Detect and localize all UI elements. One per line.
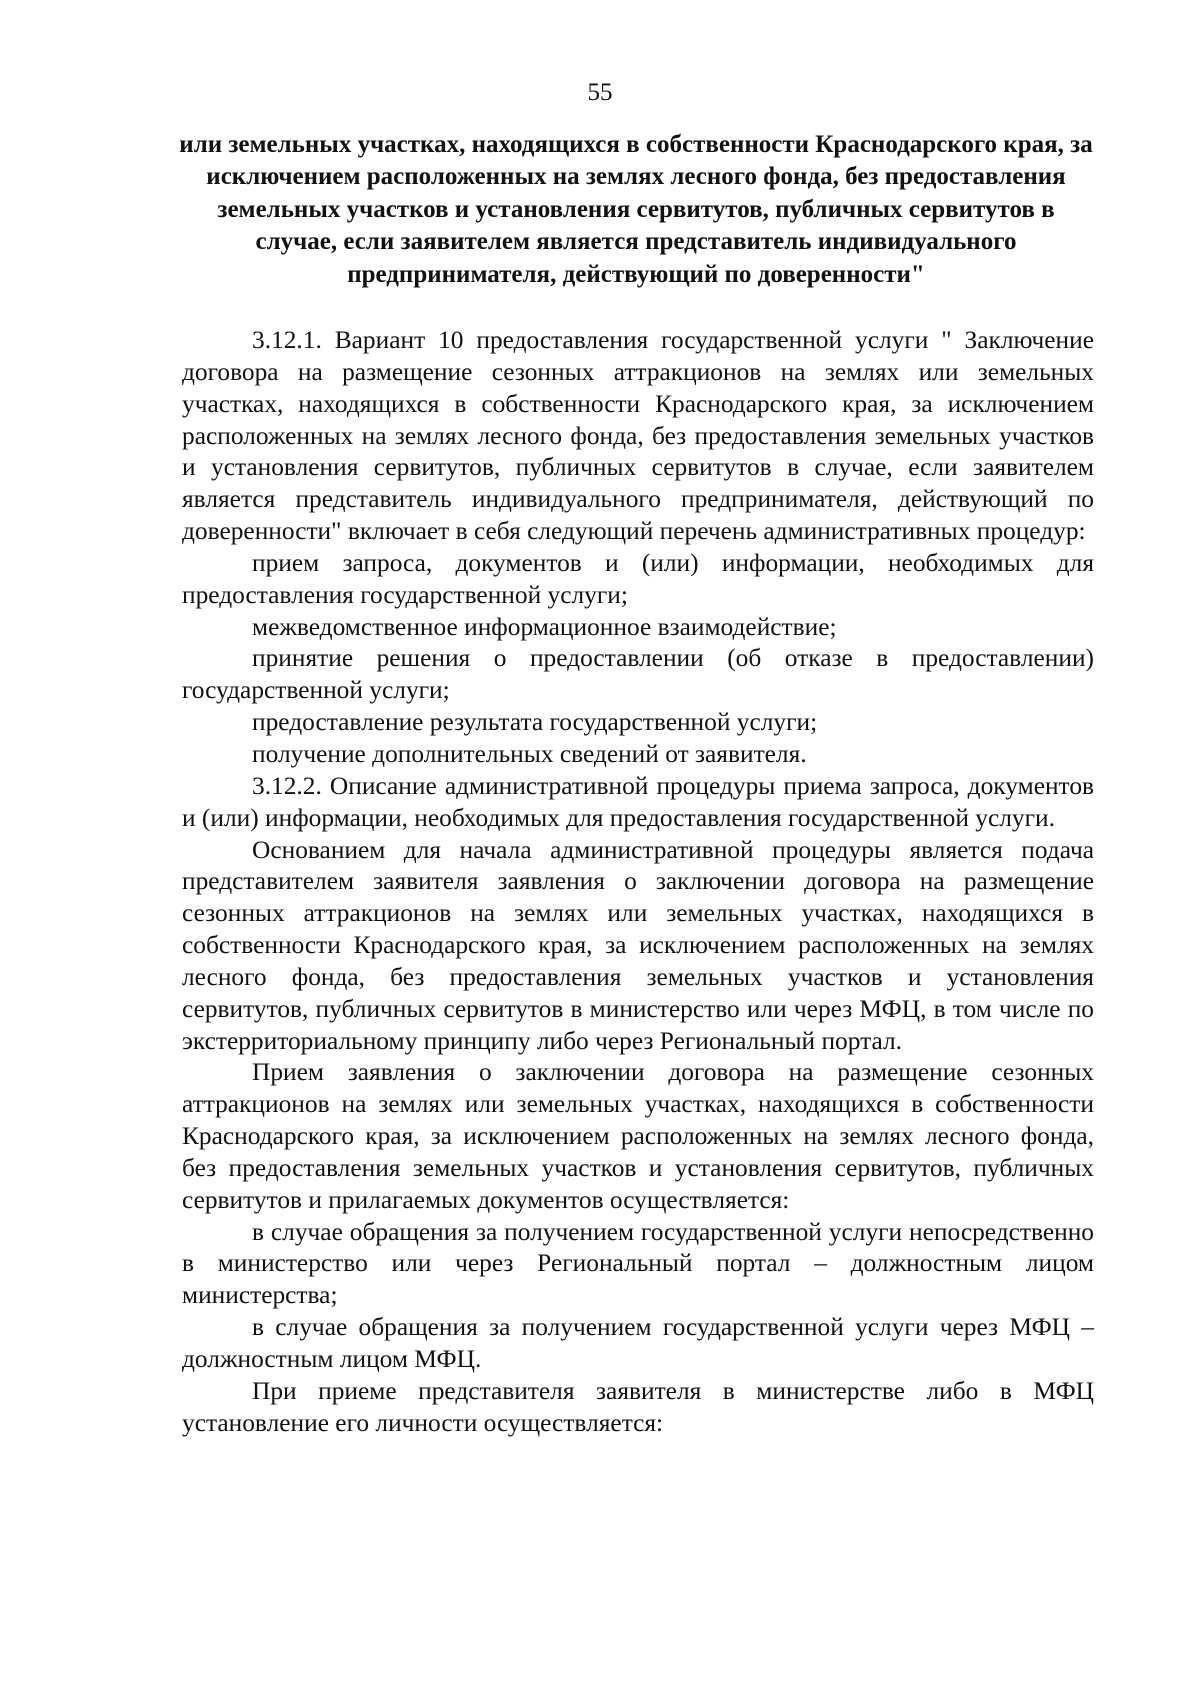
paragraph-procedure-additional-info: получение дополнительных сведений от заявителя. xyxy=(252,739,807,768)
paragraph-procedure-result: предоставление результата государственной услуги; xyxy=(252,708,818,737)
paragraph-reception-application: Прием заявления о заключении договора на размещение сезонных аттракционов на землях или земельных участках, находящихся в собственности Краснодарского края, за исключением расположенных на землях лесного фонда, без предоставления земельных участков и установления сервитутов, публичных сервитутов и прилагаемых документов осуществляется: xyxy=(182,1058,1094,1214)
document-body xyxy=(182,325,1094,1440)
paragraph-procedure-interagency: межведомственное информационное взаимодействие; xyxy=(252,612,837,641)
page-number: 55 xyxy=(587,79,613,106)
paragraph-identity: При приеме представителя заявителя в министерстве либо в МФЦ установление его личности осуществляется: xyxy=(182,1376,1094,1437)
paragraph-procedure-reception: прием запроса, документов и (или) информации, необходимых для предоставления государственной услуги; xyxy=(182,548,1094,609)
paragraph-section-3-12-2: 3.12.2. Описание административной процедуры приема запроса, документов и (или) информации, необходимых для предоставления государственной услуги. xyxy=(182,771,1094,832)
paragraph-case-mfc: в случае обращения за получением государственной услуги через МФЦ – должностным лицом МФЦ. xyxy=(182,1313,1094,1373)
paragraph-procedure-decision: принятие решения о предоставлении (об отказе в предоставлении) государственной услуги; xyxy=(182,644,1094,705)
paragraph-variant-10: 3.12.1. Вариант 10 предоставления государственной услуги " Заключение договора на размещение сезонных аттракционов на землях или земельных участках, находящихся в собственности Краснодарского края, за исключением расположенных на землях лесного фонда, без предоставления земельных участков и установления сервитутов, публичных сервитутов в случае, если заявителем является представитель индивидуального предпринимателя, действующий по доверенности" включает в себя следующий перечень административных процедур: xyxy=(182,326,1094,546)
section-heading: или земельных участках, находящихся в собственности Краснодарского края, за исключением расположенных на землях лесного фонда, без предоставления земельных участков и установления сервитутов, публичных сервитутов в случае, если заявителем является представитель индивидуального предпринимателя, действующий по доверенности" xyxy=(179,131,1093,288)
paragraph-case-ministry: в случае обращения за получением государственной услуги непосредственно в министерство или через Региональный портал – должностным лицом министерства; xyxy=(182,1217,1094,1310)
paragraph-basis: Основанием для начала административной процедуры является подача представителем заявителя заявления о заключении договора на размещение сезонных аттракционов на землях или земельных участках, находящихся в собственности Краснодарского края, за исключением расположенных на землях лесного фонда, без предоставления земельных участков и установления сервитутов, публичных сервитутов в министерство или через МФЦ, в том числе по экстерриториальному принципу либо через Региональный портал. xyxy=(182,835,1094,1055)
